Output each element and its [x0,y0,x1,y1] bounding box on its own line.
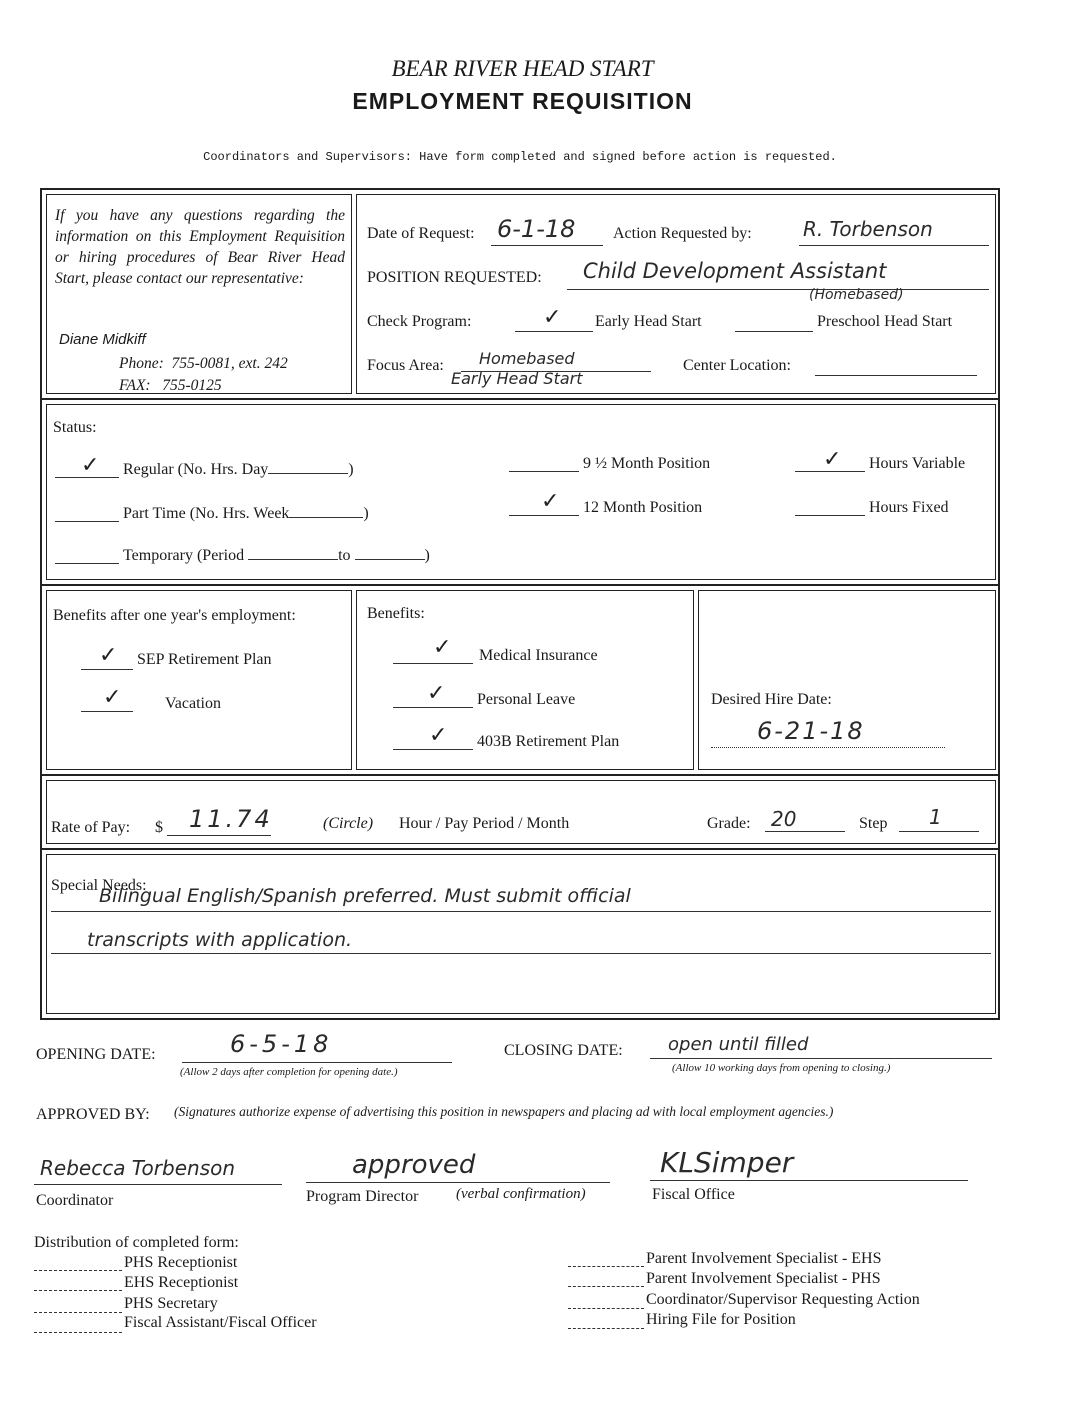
phs-line [735,331,813,332]
dist-right-3: Coordinator/Supervisor Requesting Action [646,1291,920,1308]
coordinator-line [34,1184,282,1185]
coordinator-signature: Rebecca Torbenson [40,1156,236,1180]
twelve-month-line [509,515,579,516]
step-value: 1 [929,805,942,829]
center-location-line [815,375,977,376]
sep-label: SEP Retirement Plan [137,651,272,668]
twelve-month-check-mark[interactable]: ✓ [541,489,560,514]
step-label: Step [859,815,888,832]
medical-line [393,663,473,664]
phone-label: Phone: [119,355,164,372]
fax-label: FAX: [119,377,151,394]
position-note: (Homebased) [809,287,904,303]
instruction-text: Coordinators and Supervisors: Have form completed and signed before action is requested. [203,150,837,164]
ehs-check-mark[interactable]: ✓ [543,305,562,330]
regular-hours-blank[interactable] [268,473,348,474]
temporary-to-blank[interactable] [355,559,425,560]
403b-line [393,749,473,750]
closing-date-value: open until filled [668,1034,809,1055]
dist-left-line-4 [34,1332,122,1333]
ehs-line [515,331,593,332]
pay-section [40,774,1000,850]
status-inner [46,404,996,580]
special-needs-label: Special Needs: [51,877,147,894]
part-time-line [55,521,119,522]
contact-box [46,194,352,394]
dist-left-4: Fiscal Assistant/Fiscal Officer [124,1314,317,1331]
twelve-month-label: 12 Month Position [583,499,703,516]
rate-currency: $ [155,819,163,836]
request-details-box [356,194,996,394]
grade-line [765,831,845,832]
dist-right-line-4 [568,1328,644,1329]
part-time-close: ) [363,505,369,522]
sep-check-mark[interactable]: ✓ [99,643,118,668]
special-needs-inner [46,854,996,1014]
special-needs-line-1 [51,911,991,912]
benefits-after-year-box [46,590,352,770]
special-needs-text-2: transcripts with application. [87,929,353,951]
nine-month-line [509,471,579,472]
personal-leave-label: Personal Leave [477,691,576,708]
regular-close: ) [348,461,354,478]
center-location-label: Center Location: [683,357,791,374]
hire-date-value: 6-21-18 [757,717,865,745]
fiscal-label: Fiscal Office [652,1186,735,1203]
rate-value: 11.74 [189,805,273,833]
hire-date-box [698,590,996,770]
temporary-text: Temporary (Period [123,547,245,564]
temporary-from-blank[interactable] [248,559,338,560]
form-title: EMPLOYMENT REQUISITION [352,88,693,114]
dist-left-line-2 [34,1290,122,1291]
approved-by-note: (Signatures authorize expense of advertising this position in newspapers and placing ad with local employment agencies.) [174,1104,834,1119]
dist-right-line-1 [568,1266,644,1267]
hours-variable-label: Hours Variable [869,455,966,472]
opening-date-label: OPENING DATE: [36,1046,156,1063]
rate-line [167,835,271,836]
part-time-text: Part Time (No. Hrs. Week [123,505,290,522]
closing-date-line [650,1058,992,1059]
program-ehs: Early Head Start [595,313,702,330]
fiscal-signature: KLSimper [660,1146,794,1179]
regular-label [123,461,354,479]
action-requested-label: Action Requested by: [613,225,752,242]
medical-label: Medical Insurance [479,647,598,664]
position-line [567,289,989,290]
director-label: Program Director [306,1188,419,1205]
hours-variable-check-mark[interactable]: ✓ [823,447,842,472]
vacation-check-mark[interactable]: ✓ [103,685,122,710]
hire-date-line [711,747,945,748]
dist-left-1: PHS Receptionist [124,1254,238,1271]
request-section [40,188,1000,400]
date-of-request-value: 6-1-18 [497,215,576,243]
dist-left-3: PHS Secretary [124,1295,218,1312]
approved-by-label: APPROVED BY: [36,1106,150,1123]
opening-date-value: 6-5-18 [230,1030,333,1058]
circle-note: (Circle) [323,815,374,832]
part-time-label [123,505,369,523]
contact-name: Diane Midkiff [59,331,146,348]
hours-fixed-line [795,515,865,516]
director-line [306,1182,610,1183]
grade-label: Grade: [707,815,751,832]
closing-date-label: CLOSING DATE: [504,1042,623,1059]
dist-right-line-2 [568,1286,644,1287]
opening-date-note: (Allow 2 days after completion for opening date.) [180,1066,398,1078]
benefits-section [40,584,1000,776]
closing-date-note: (Allow 10 working days from opening to closing.) [672,1062,891,1074]
check-program-label: Check Program: [367,313,472,330]
position-value: Child Development Assistant [583,259,887,283]
date-of-request-label: Date of Request: [367,225,475,242]
opening-date-line [182,1062,452,1063]
403b-check-mark[interactable]: ✓ [429,723,448,748]
pay-inner [46,780,996,844]
status-section [40,398,1000,586]
rate-label: Rate of Pay: [51,819,131,836]
action-requested-value: R. Torbenson [803,217,933,241]
focus-area-value-2: Early Head Start [451,369,583,388]
contact-text: If you have any questions regarding the information on this Employment Requisition or hiring procedures of Bear River Head Start, please contact our representative: [55,207,345,287]
hire-date-label: Desired Hire Date: [711,691,832,708]
fax-value: 755-0125 [162,377,222,394]
position-label: POSITION REQUESTED: [367,269,542,286]
dist-left-line-1 [34,1270,122,1271]
special-needs-line-2 [51,953,991,954]
403b-label: 403B Retirement Plan [477,733,620,750]
benefits-after-year-label: Benefits after one year's employment: [53,607,296,624]
step-line [899,831,979,832]
grade-value: 20 [771,807,797,831]
action-requested-line [799,245,989,246]
distribution-label: Distribution of completed form: [34,1234,239,1251]
coordinator-label: Coordinator [36,1192,114,1209]
contact-fax [119,377,222,395]
nine-month-label: 9 ½ Month Position [583,455,711,472]
regular-check-mark[interactable]: ✓ [81,453,100,478]
org-name: BEAR RIVER HEAD START [391,56,654,81]
special-needs-section [40,848,1000,1020]
dist-right-1: Parent Involvement Specialist - EHS [646,1250,882,1267]
benefits-box [356,590,694,770]
dist-right-2: Parent Involvement Specialist - PHS [646,1270,881,1287]
contact-phone [119,355,288,373]
pay-period-options[interactable]: Hour / Pay Period / Month [399,815,570,832]
temporary-close: ) [424,547,430,564]
temporary-label [123,547,430,565]
dist-left-line-3 [34,1312,122,1313]
vacation-label: Vacation [165,695,221,712]
sep-line [81,669,133,670]
special-needs-text-1: Bilingual English/Spanish preferred. Must submit official [99,885,631,907]
focus-area-label: Focus Area: [367,357,444,374]
program-phs: Preschool Head Start [817,313,953,330]
temporary-line [55,563,119,564]
medical-check-mark[interactable]: ✓ [433,635,452,660]
focus-area-value-1: Homebased [479,349,575,368]
hours-fixed-label: Hours Fixed [869,499,949,516]
dist-right-4: Hiring File for Position [646,1311,796,1328]
director-note: (verbal confirmation) [456,1186,586,1202]
part-time-hours-blank[interactable] [289,517,363,518]
personal-leave-line [393,707,473,708]
dist-right-line-3 [568,1308,644,1309]
director-signature: approved [352,1150,476,1180]
temporary-to: to [338,547,351,564]
status-label: Status: [53,419,97,436]
vacation-line [81,711,133,712]
fiscal-line [650,1180,968,1181]
dist-left-2: EHS Receptionist [124,1274,239,1291]
regular-text: Regular (No. Hrs. Day [123,461,269,478]
benefits-label: Benefits: [367,605,425,622]
date-of-request-line [491,245,603,246]
phone-value: 755-0081, ext. 242 [171,355,288,372]
personal-leave-check-mark[interactable]: ✓ [427,681,446,706]
